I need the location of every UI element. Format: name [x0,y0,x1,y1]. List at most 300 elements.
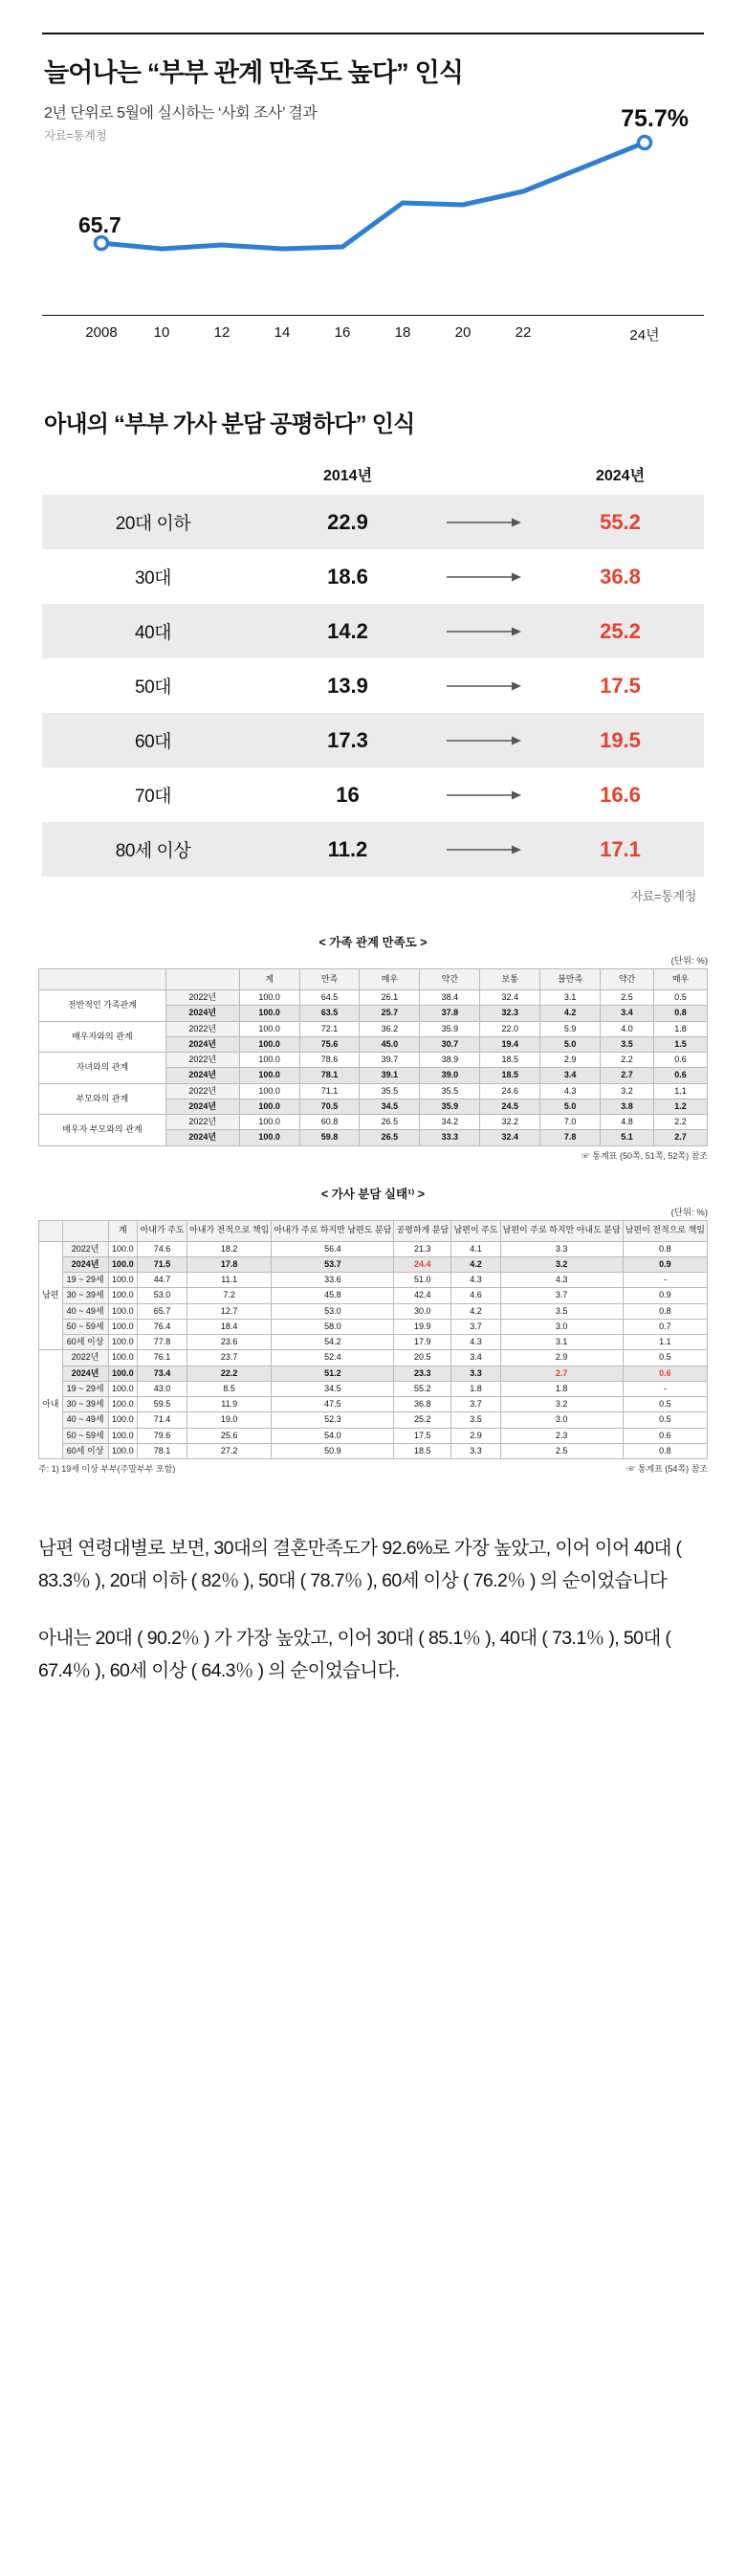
cell: 0.8 [623,1443,707,1458]
cell: 54.2 [272,1335,394,1350]
cell: 24.6 [480,1083,540,1099]
section2-header-row [42,463,704,485]
cell: 23.3 [394,1366,451,1381]
x-axis [42,315,704,353]
cell: 33.6 [272,1273,394,1288]
row-year: 2024년 [165,1099,239,1114]
row-group: 배우자와의 관계 [39,1021,166,1053]
cell: 100.0 [108,1319,138,1334]
section2-source: 자료=통계청 [630,889,696,903]
cell: 0.5 [623,1350,707,1366]
cell: 25.2 [394,1412,451,1428]
row-group-wife: 아내 [39,1350,63,1459]
cell: 5.9 [540,1021,601,1036]
cell: 100.0 [108,1397,138,1412]
row-value-2024: 17.1 [600,836,641,861]
cell: 45.0 [360,1036,420,1052]
page-title: 늘어나는 “부부 관계 만족도 높다” 인식 [44,58,464,87]
cell: 21.3 [394,1241,451,1256]
th-equal: 공평하게 분담 [394,1220,451,1241]
cell: 1.8 [500,1381,623,1396]
header-2014: 2014년 [322,468,373,484]
cell: 3.3 [500,1241,623,1256]
cell: 53.7 [272,1256,394,1272]
arrow-icon [431,680,537,692]
row-year: 2024년 [165,1068,239,1083]
cell: 2.2 [601,1053,654,1068]
cell: 3.4 [451,1350,500,1366]
cell: 8.5 [187,1381,272,1396]
cell: 30.0 [394,1303,451,1319]
cell: 100.0 [239,1006,299,1021]
cell: 7.8 [540,1130,601,1145]
row-age: 19 ~ 29세 [62,1273,108,1288]
table-row [42,767,704,822]
cell: 59.5 [138,1397,187,1412]
row-age: 30대 [135,568,171,588]
row-year: 2022년 [165,1083,239,1099]
arrow-icon [431,789,537,801]
cell: 78.6 [299,1053,360,1068]
cell: 100.0 [239,1130,299,1145]
cell: 0.9 [623,1256,707,1272]
table-row [39,1443,708,1458]
family-satisfaction-table-section [0,910,746,1162]
row-age: 60세 이상 [62,1335,108,1350]
cell: 2.9 [540,1053,601,1068]
cell: 32.3 [480,1006,540,1021]
cell: 2.2 [654,1115,708,1130]
cell: 72.1 [299,1021,360,1036]
cell: 25.6 [187,1428,272,1443]
cell: 100.0 [239,1115,299,1130]
line-chart [42,100,704,315]
cell: 44.7 [138,1273,187,1288]
cell: 26.5 [360,1115,420,1130]
row-year: 2022년 [62,1241,108,1256]
cell: 100.0 [239,1021,299,1036]
section2-title: 아내의 “부부 가사 분담 공평하다” 인식 [44,411,415,437]
table-row [39,1303,708,1319]
cell: - [623,1273,707,1288]
table-row [39,1021,708,1036]
cell: 3.4 [601,1006,654,1021]
cell: 3.5 [601,1036,654,1052]
row-age: 60대 [135,732,171,752]
paragraph-1: 남편 연령대별로 보면, 30대의 결혼만족도가 92.6%로 가장 높았고, 이어 이어 40대 ( 83.3％ ), 20대 이하 ( 82％ ), 50대 ( 78.7％ ), 60세 이상 ( 76.2％ ) 의 순이었습니다 [38,1538,682,1592]
cell: 51.0 [394,1273,451,1288]
cell: 18.4 [187,1319,272,1334]
cell: 70.5 [299,1099,360,1114]
row-value-2014: 14.2 [327,618,368,643]
cell: 0.8 [623,1303,707,1319]
row-group: 부모와의 관계 [39,1083,166,1115]
th-husband-mostly: 남편이 주로 하지만 아내도 분담 [500,1220,623,1241]
cell: 11.9 [187,1397,272,1412]
row-year: 2024년 [165,1036,239,1052]
cell: 100.0 [108,1256,138,1272]
cell: 39.0 [420,1068,480,1083]
table-row [39,1397,708,1412]
cell: 100.0 [108,1443,138,1458]
cell: 24.5 [480,1099,540,1114]
cell: 51.2 [272,1366,394,1381]
cell: 27.2 [187,1443,272,1458]
cell: 4.2 [451,1303,500,1319]
table-row [39,1083,708,1099]
table2-header-row [39,1220,708,1241]
cell: 71.4 [138,1412,187,1428]
row-year: 2022년 [62,1350,108,1366]
cell: 35.5 [360,1083,420,1099]
cell: 0.6 [654,1068,708,1083]
first-point-label: 65.7 [78,212,121,237]
cell: 34.5 [272,1381,394,1396]
article-body [0,1475,746,1761]
row-age: 50 ~ 59세 [62,1319,108,1334]
table-row [39,1288,708,1303]
cell: 32.2 [480,1115,540,1130]
th-total: 계 [239,969,299,990]
cell: 100.0 [239,1099,299,1114]
cell: 53.0 [138,1288,187,1303]
row-value-2014: 13.9 [327,673,368,698]
chart-source: 자료=통계청 [44,129,107,143]
cell: 100.0 [108,1366,138,1381]
header-2024: 2024년 [595,468,646,484]
row-group: 자녀와의 관계 [39,1053,166,1084]
row-group-husband: 남편 [39,1241,63,1350]
table-row [39,1381,708,1396]
cell: 32.4 [480,1130,540,1145]
cell: 22.2 [187,1366,272,1381]
cell: 3.1 [540,990,601,1006]
cell: 100.0 [108,1335,138,1350]
cell: 3.4 [540,1068,601,1083]
cell: 53.0 [272,1303,394,1319]
cell: 76.4 [138,1319,187,1334]
cell: 4.0 [601,1021,654,1036]
cell: 2.7 [500,1366,623,1381]
cell: 3.3 [451,1366,500,1381]
cell: 45.8 [272,1288,394,1303]
cell: 3.3 [451,1443,500,1458]
cell: 12.7 [187,1303,272,1319]
cell: 0.5 [623,1397,707,1412]
cell: 35.9 [420,1099,480,1114]
cell: 100.0 [239,1068,299,1083]
table-row [39,1053,708,1068]
housework-perception-section [0,363,746,910]
row-age: 70대 [135,787,171,807]
cell: 3.2 [500,1397,623,1412]
cell: 4.8 [601,1115,654,1130]
cell: 23.7 [187,1350,272,1366]
cell: 1.8 [451,1381,500,1396]
cell: 35.5 [420,1083,480,1099]
row-age: 40대 [135,623,171,643]
cell: 39.7 [360,1053,420,1068]
cell: 19.9 [394,1319,451,1334]
cell: 78.1 [138,1443,187,1458]
cell: 75.6 [299,1036,360,1052]
row-age: 50 ~ 59세 [62,1428,108,1443]
cell: - [623,1381,707,1396]
cell: 100.0 [108,1241,138,1256]
cell: 52.3 [272,1412,394,1428]
cell: 1.1 [654,1083,708,1099]
cell: 4.3 [540,1083,601,1099]
cell: 3.5 [500,1303,623,1319]
table-row [39,1241,708,1256]
th-husband-leads: 남편이 주도 [451,1220,500,1241]
row-value-2024: 16.6 [600,782,641,807]
row-age: 60세 이상 [62,1443,108,1458]
cell: 18.5 [480,1053,540,1068]
cell: 78.1 [299,1068,360,1083]
th-dissatisfied: 불만족 [540,969,601,990]
cell: 52.4 [272,1350,394,1366]
cell: 23.6 [187,1335,272,1350]
table2 [38,1220,708,1460]
cell: 4.2 [540,1006,601,1021]
table-row [42,495,704,549]
table-row [42,549,704,604]
cell: 47.5 [272,1397,394,1412]
row-year: 2024년 [62,1366,108,1381]
cell: 18.2 [187,1241,272,1256]
row-year: 2024년 [165,1130,239,1145]
cell: 100.0 [108,1273,138,1288]
cell: 4.6 [451,1288,500,1303]
table1 [38,968,708,1146]
cell: 38.9 [420,1053,480,1068]
cell: 26.1 [360,990,420,1006]
cell: 22.0 [480,1021,540,1036]
cell: 3.0 [500,1412,623,1428]
cell: 56.4 [272,1241,394,1256]
top-divider [42,33,704,34]
cell: 0.5 [623,1412,707,1428]
table-row [42,822,704,877]
cell: 7.2 [187,1288,272,1303]
cell: 37.8 [420,1006,480,1021]
th-husband-full: 남편이 전적으로 책임 [623,1220,707,1241]
table1-unit: (단위: %) [670,956,708,966]
cell: 26.5 [360,1130,420,1145]
cell: 100.0 [239,1083,299,1099]
cell: 55.2 [394,1381,451,1396]
cell: 17.9 [394,1335,451,1350]
cell: 32.4 [480,990,540,1006]
th-blank1 [39,1220,63,1241]
cell: 50.9 [272,1443,394,1458]
cell: 2.9 [500,1350,623,1366]
row-age: 40 ~ 49세 [62,1412,108,1428]
table-row [39,1366,708,1381]
cell: 100.0 [108,1303,138,1319]
table-row [39,1256,708,1272]
cell: 42.4 [394,1288,451,1303]
table2-title: < 가사 분담 실태¹⁾ > [320,1187,426,1201]
row-year: 2024년 [62,1256,108,1272]
cell: 0.8 [623,1241,707,1256]
cell: 3.0 [500,1319,623,1334]
cell: 79.6 [138,1428,187,1443]
x-tick-24: 24년 [629,327,660,344]
last-point-label: 75.7% [621,105,689,132]
header-blank [42,463,264,485]
th-wife-leads: 아내가 주도 [138,1220,187,1241]
cell: 35.9 [420,1021,480,1036]
th-blank2 [165,969,239,990]
arrow-icon [431,844,537,855]
cell: 2.9 [451,1428,500,1443]
cell: 100.0 [108,1428,138,1443]
line-chart-section [0,0,746,363]
th-somewhat2: 약간 [601,969,654,990]
cell: 34.5 [360,1099,420,1114]
cell: 0.5 [654,990,708,1006]
table2-note: 주: 1) 19세 이상 부부(주말부부 포함) [38,1464,176,1474]
row-year: 2022년 [165,1021,239,1036]
header-arrow [431,463,537,485]
cell: 25.7 [360,1006,420,1021]
cell: 19.4 [480,1036,540,1052]
table2-unit: (단위: %) [670,1207,708,1218]
cell: 0.8 [654,1006,708,1021]
x-tick-12: 12 [213,324,230,341]
cell: 100.0 [108,1350,138,1366]
table1-header-row [39,969,708,990]
cell: 30.7 [420,1036,480,1052]
row-age: 20대 이하 [115,514,191,534]
x-tick-10: 10 [153,324,170,341]
cell: 2.5 [500,1443,623,1458]
cell: 20.5 [394,1350,451,1366]
cell: 100.0 [108,1288,138,1303]
th-neutral: 보통 [480,969,540,990]
cell: 0.6 [623,1366,707,1381]
row-age: 80세 이상 [115,841,191,861]
cell: 0.7 [623,1319,707,1334]
cell: 3.7 [451,1319,500,1334]
row-value-2014: 22.9 [327,509,368,534]
row-value-2014: 11.2 [327,836,368,861]
cell: 59.8 [299,1130,360,1145]
cell: 2.7 [601,1068,654,1083]
table1-body [39,990,708,1146]
row-value-2024: 36.8 [600,564,641,588]
cell: 18.5 [394,1443,451,1458]
cell: 3.1 [500,1335,623,1350]
cell: 3.5 [451,1412,500,1428]
table1-reference: ☞ 통계표 (50쪽, 51쪽, 52쪽) 참조 [581,1150,708,1161]
cell: 5.0 [540,1099,601,1114]
table2-body [39,1241,708,1459]
th-satisfied: 만족 [299,969,360,990]
cell: 100.0 [239,1053,299,1068]
row-value-2014: 18.6 [327,564,368,588]
cell: 54.0 [272,1428,394,1443]
cell: 71.1 [299,1083,360,1099]
x-tick-16: 16 [334,324,351,341]
cell: 24.4 [394,1256,451,1272]
cell: 3.2 [601,1083,654,1099]
x-tick-2008: 2008 [85,324,118,341]
arrow-icon [431,626,537,637]
cell: 34.2 [420,1115,480,1130]
cell: 74.6 [138,1241,187,1256]
table-row [39,1412,708,1428]
row-year: 2022년 [165,990,239,1006]
cell: 1.1 [623,1335,707,1350]
cell: 100.0 [239,990,299,1006]
th-total: 계 [108,1220,138,1241]
cell: 17.8 [187,1256,272,1272]
row-age: 50대 [135,677,171,698]
row-value-2024: 25.2 [600,618,641,643]
table-row [39,990,708,1006]
cell: 77.8 [138,1335,187,1350]
cell: 4.3 [500,1273,623,1288]
cell: 2.7 [654,1130,708,1145]
table1-title: < 가족 관계 만족도 > [318,936,428,949]
x-tick-14: 14 [274,324,291,341]
cell: 2.5 [601,990,654,1006]
cell: 76.1 [138,1350,187,1366]
th-blank2 [62,1220,108,1241]
table2-reference: ☞ 통계표 (54쪽) 참조 [626,1464,708,1474]
cell: 0.6 [654,1053,708,1068]
cell: 3.2 [500,1256,623,1272]
cell: 64.5 [299,990,360,1006]
row-value-2014: 16 [336,782,360,807]
cell: 36.8 [394,1397,451,1412]
cell: 43.0 [138,1381,187,1396]
cell: 19.0 [187,1412,272,1428]
row-value-2014: 17.3 [327,727,368,752]
th-blank1 [39,969,166,990]
cell: 0.9 [623,1288,707,1303]
cell: 39.1 [360,1068,420,1083]
row-age: 30 ~ 39세 [62,1288,108,1303]
cell: 1.8 [654,1021,708,1036]
cell: 7.0 [540,1115,601,1130]
cell: 3.7 [500,1288,623,1303]
x-tick-20: 20 [454,324,472,341]
cell: 58.0 [272,1319,394,1334]
cell: 17.5 [394,1428,451,1443]
cell: 100.0 [108,1412,138,1428]
x-tick-18: 18 [394,324,411,341]
cell: 65.7 [138,1303,187,1319]
table-row [42,658,704,713]
cell: 1.5 [654,1036,708,1052]
housework-table-section [0,1162,746,1476]
cell: 38.4 [420,990,480,1006]
chart-subtitle: 2년 단위로 5월에 실시하는 ‘사회 조사’ 결과 [44,105,318,122]
row-age: 40 ~ 49세 [62,1303,108,1319]
arrow-icon [431,571,537,583]
table-row [39,1350,708,1366]
cell: 4.3 [451,1335,500,1350]
row-value-2024: 17.5 [600,673,641,698]
row-age: 19 ~ 29세 [62,1381,108,1396]
th-somewhat: 약간 [420,969,480,990]
cell: 18.5 [480,1068,540,1083]
cell: 71.5 [138,1256,187,1272]
